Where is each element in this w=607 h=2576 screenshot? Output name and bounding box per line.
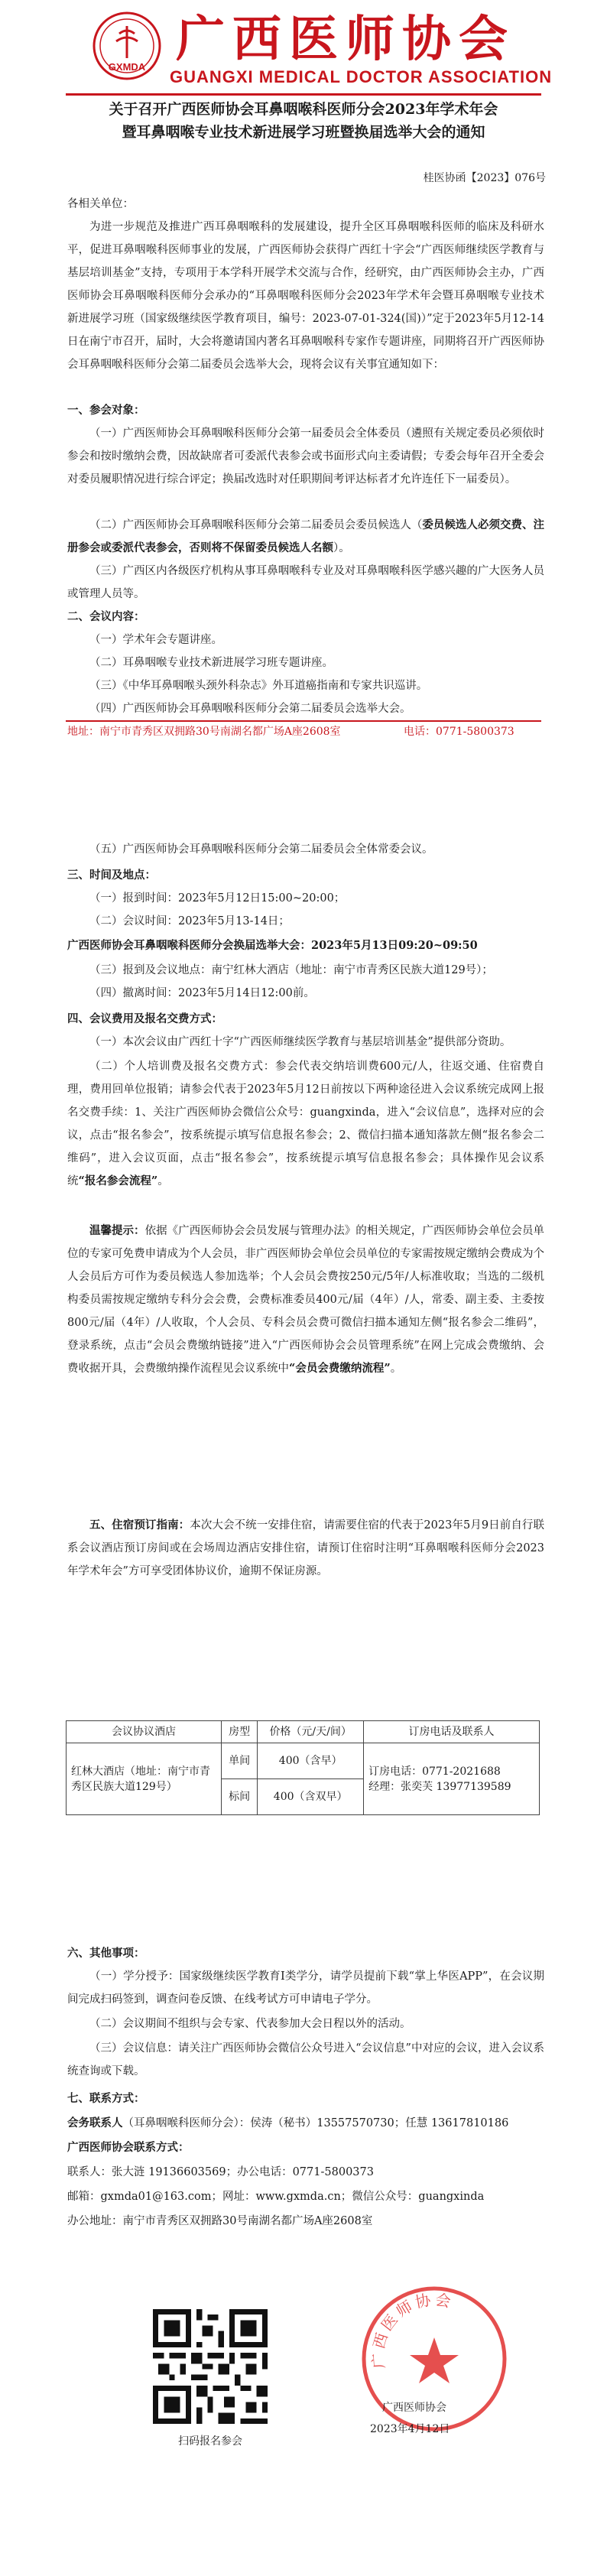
document-number: 桂医协函【2023】076号: [423, 172, 546, 184]
org-name-en: GUANGXI MEDICAL DOCTOR ASSOCIATION: [170, 67, 553, 86]
section-2-item-2: （二）耳鼻咽喉专业技术新进展学习班专题讲座。: [89, 657, 333, 669]
table-header: 价格（元/天/间）: [258, 1721, 364, 1743]
section-1-heading: 一、参会对象：: [67, 404, 145, 417]
credit-note: （一）学分授予：国家级继续医学教育I类学分，请学员提前下载“掌上华医APP”，在会议期间完成扫码签到，调查问卷反馈、在线考试方可申请电子学分。: [67, 1970, 544, 2006]
section-2-heading: 二、会议内容：: [67, 610, 145, 623]
election-time: 广西医师协会耳鼻咽喉科医师分会换届选举大会：2023年5月13日09:20~09:50: [67, 939, 478, 952]
section-5: 五、住宿预订指南：本次大会不统一安排住宿，请需要住宿的代表于2023年5月9日前自行联系会议酒店预订房间或在会场周边酒店安排住宿，请预订住宿时注明“耳鼻咽喉科医师分会2023年学术年会”方可享受团体协议价，逾期不保证房源。: [67, 1519, 544, 1577]
table-row: [67, 1743, 540, 1779]
table-header: 会议协议酒店: [67, 1721, 222, 1743]
section-5-heading: 五、住宿预订指南：: [89, 1519, 190, 1532]
section-1-item-3: （三）广西区内各级医疗机构从事耳鼻咽喉科专业及对耳鼻咽喉科医学感兴趣的广大医务人员或管理人员等。: [67, 565, 544, 600]
seal-star-icon: [410, 2337, 459, 2383]
membership-fee-flow: “会员会费缴纳流程”: [289, 1362, 391, 1375]
table-header: 房型: [222, 1721, 258, 1743]
section-3-heading: 三、时间及地点：: [67, 869, 156, 882]
header-divider: [66, 93, 541, 96]
section-2-item-1: （一）学术年会专题讲座。: [89, 634, 222, 646]
meeting-time: （二）会议时间：2023年5月13-14日；: [89, 915, 290, 927]
email-website: 邮箱：gxmda01@163.com；网址：www.gxmda.cn；微信公众号：guangxinda: [67, 2191, 485, 2203]
logo-text: GXMDA: [108, 61, 146, 73]
association-logo: [92, 11, 162, 81]
section-2-item-5: （五）广西医师协会耳鼻咽喉科医师分会第二届委员会全体常委会议。: [89, 843, 433, 856]
info-note: （三）会议信息：请关注广西医师协会微信公众号进入“会议信息”中对应的会议，进入会议系统查询或下载。: [67, 2042, 544, 2077]
footer-phone: 电话：0771-5800373: [404, 726, 514, 738]
contact-person: 联系人：张大涟 19136603569；办公电话：0771-5800373: [67, 2166, 374, 2178]
warm-tips: 温馨提示：依据《广西医师协会会员发展与管理办法》的相关规定，广西医师协会单位会员单位的专家可免费申请成为个人会员，非广西医师协会单位会员单位的专家需按规定缴纳会费成为个人会员后方可作为委员候选人参加选举；个人会员会费按250元/5年/人标准收取；当选的二级机构委员需按规定缴纳专科分会会费，会费标准委员400元/届（4年）/人，常委、副主委、主委按800元/届（4年）/人收取，个人会员、专科会员会费可微信扫描本通知左侧“报名参会二维码”，登录系统，点击“会员会费缴纳链接”进入“广西医师协会会员管理系统”在网上完成会费缴纳、会费收据开具，会费缴纳操作流程见会议系统中“会员会费缴纳流程”。: [67, 1224, 544, 1375]
salutation: 各相关单位：: [67, 198, 134, 210]
office-address: 办公地址：南宁市青秀区双拥路30号南湖名都广场A座2608室: [67, 2215, 373, 2227]
footer-divider: [66, 720, 541, 722]
section-4-item-2: （二）个人培训费及报名交费方式：参会代表交纳培训费600元/人，往返交通、住宿费自理，费用回单位报销；请参会代表于2023年5月12日前按以下两种途径进入会议系统完成网上报名交费手续：1、关注广西医师协会微信公众号：guangxinda，进入“会议信息”，选择对应的会议，点击“报名参会”，按系统提示填写信息报名参会；2、微信扫描本通知落款左侧“报名参会二维码”，进入会议页面，点击“报名参会”，按系统提示填写信息报名参会；具体操作见会议系统“报名参会流程”。: [67, 1061, 544, 1187]
hotel-name: 红林大酒店（地址：南宁市青秀区民族大道129号）: [67, 1743, 222, 1815]
association-contact-heading: 广西医师协会联系方式：: [67, 2141, 190, 2154]
checkin-time: （一）报到时间：2023年5月12日15:00~20:00；: [89, 892, 346, 905]
notice-title-line2: 暨耳鼻咽喉专业技术新进展学习班暨换届选举大会的通知: [122, 124, 485, 141]
table-header-row: [67, 1721, 540, 1743]
org-name-cn: 广西医师协会: [176, 11, 515, 68]
section-4-item-1: （一）本次会议由广西红十字“广西医师继续医学教育与基层培训基金”提供部分资助。: [89, 1036, 511, 1048]
intro-paragraph: 为进一步规范及推进广西耳鼻咽喉科的发展建设，提升全区耳鼻咽喉科医师的临床及科研水平，促进耳鼻咽喉科医师事业的发展，广西医师协会获得广西红十字会“广西医师继续医学教育与基层培训基金”支持，专项用于本学科开展学术交流与合作，经研究，由广西医师协会主办，广西医师协会耳鼻咽喉科医师分会承办的“耳鼻咽喉科医师分会2023年学术年会暨耳鼻咽喉专业技术新进展学习班（国家级继续医学教育项目，编号：2023-07-01-324(国)）”定于2023年5月12-14日在南宁市召开，届时，大会将邀请国内著名耳鼻咽喉科专家作专题讲座，同期将召开广西医师协会耳鼻咽喉科医师分会第二届委员会选举大会，现将会议有关事宜通知如下：: [67, 221, 544, 371]
room-type: 单间: [222, 1743, 258, 1779]
venue: （三）报到及会议地点：南宁红林大酒店（地址：南宁市青秀区民族大道129号）；: [89, 964, 493, 976]
section-1-item-2: （二）广西医师协会耳鼻咽喉科医师分会第二届委员会委员候选人（委员候选人必须交费、注册参会或委派代表参会，否则将不保留委员候选人名额）。: [67, 518, 544, 554]
section-6-heading: 六、其他事项：: [67, 1947, 145, 1960]
hotel-table: [66, 1720, 540, 1815]
table-header: 订房电话及联系人: [364, 1721, 540, 1743]
registration-qr-code[interactable]: [153, 2309, 268, 2424]
liaison: 会务联系人（耳鼻咽喉科医师分会）：侯涛（秘书）13557570730；任慧 13617810186: [67, 2116, 509, 2129]
section-4-heading: 四、会议费用及报名交费方式：: [67, 1012, 222, 1025]
signoff-org: 广西医师协会: [382, 2402, 446, 2414]
section-1-item-1: （一）广西医师协会耳鼻咽喉科医师分会第一届委员会全体委员（遴照有关规定委员必须依时参会和按时缴纳会费，因故缺席者可委派代表参会或书面形式向主委请假；专委会每年召开全委会对委员履职情况进行综合评定；换届改选时对任职期间考评达标者才允许连任下一届委员）。: [67, 427, 544, 486]
room-price: 400（含双早）: [258, 1779, 364, 1815]
section-2-item-4: （四）广西医师协会耳鼻咽喉科医师分会第二届委员会选举大会。: [89, 703, 411, 715]
booking-contact: 订房电话：0771-2021688 经理：张奕芙 13977139589: [364, 1743, 540, 1815]
signoff-date: 2023年4月12日: [370, 2423, 450, 2435]
room-type: 标间: [222, 1779, 258, 1815]
letterhead-footer: [67, 723, 544, 739]
qr-caption: 扫码报名参会: [178, 2435, 242, 2448]
room-price: 400（含早）: [258, 1743, 364, 1779]
section-7-heading: 七、联系方式：: [67, 2092, 145, 2105]
seal-text: 广西医师协会: [368, 2290, 456, 2370]
footer-address: 地址：南宁市青秀区双拥路30号南湖名都广场A座2608室: [67, 726, 341, 738]
candidate-requirement: 委员候选人必须交费、注册参会或委派代表参会，否则将不保留委员候选人名额: [67, 518, 544, 554]
section-2-item-3: （三）《中华耳鼻咽喉头颈外科杂志》外耳道癌指南和专家共识巡讲。: [89, 680, 428, 692]
registration-flow: “报名参会流程”: [78, 1174, 158, 1187]
departure-time: （四）撤离时间：2023年5月14日12:00前。: [89, 987, 315, 999]
notice-title-line1: 关于召开广西医师协会耳鼻咽喉科医师分会2023年学术年会: [109, 101, 498, 118]
activity-note: （二）会议期间不组织与会专家、代表参加大会日程以外的活动。: [89, 2018, 411, 2030]
